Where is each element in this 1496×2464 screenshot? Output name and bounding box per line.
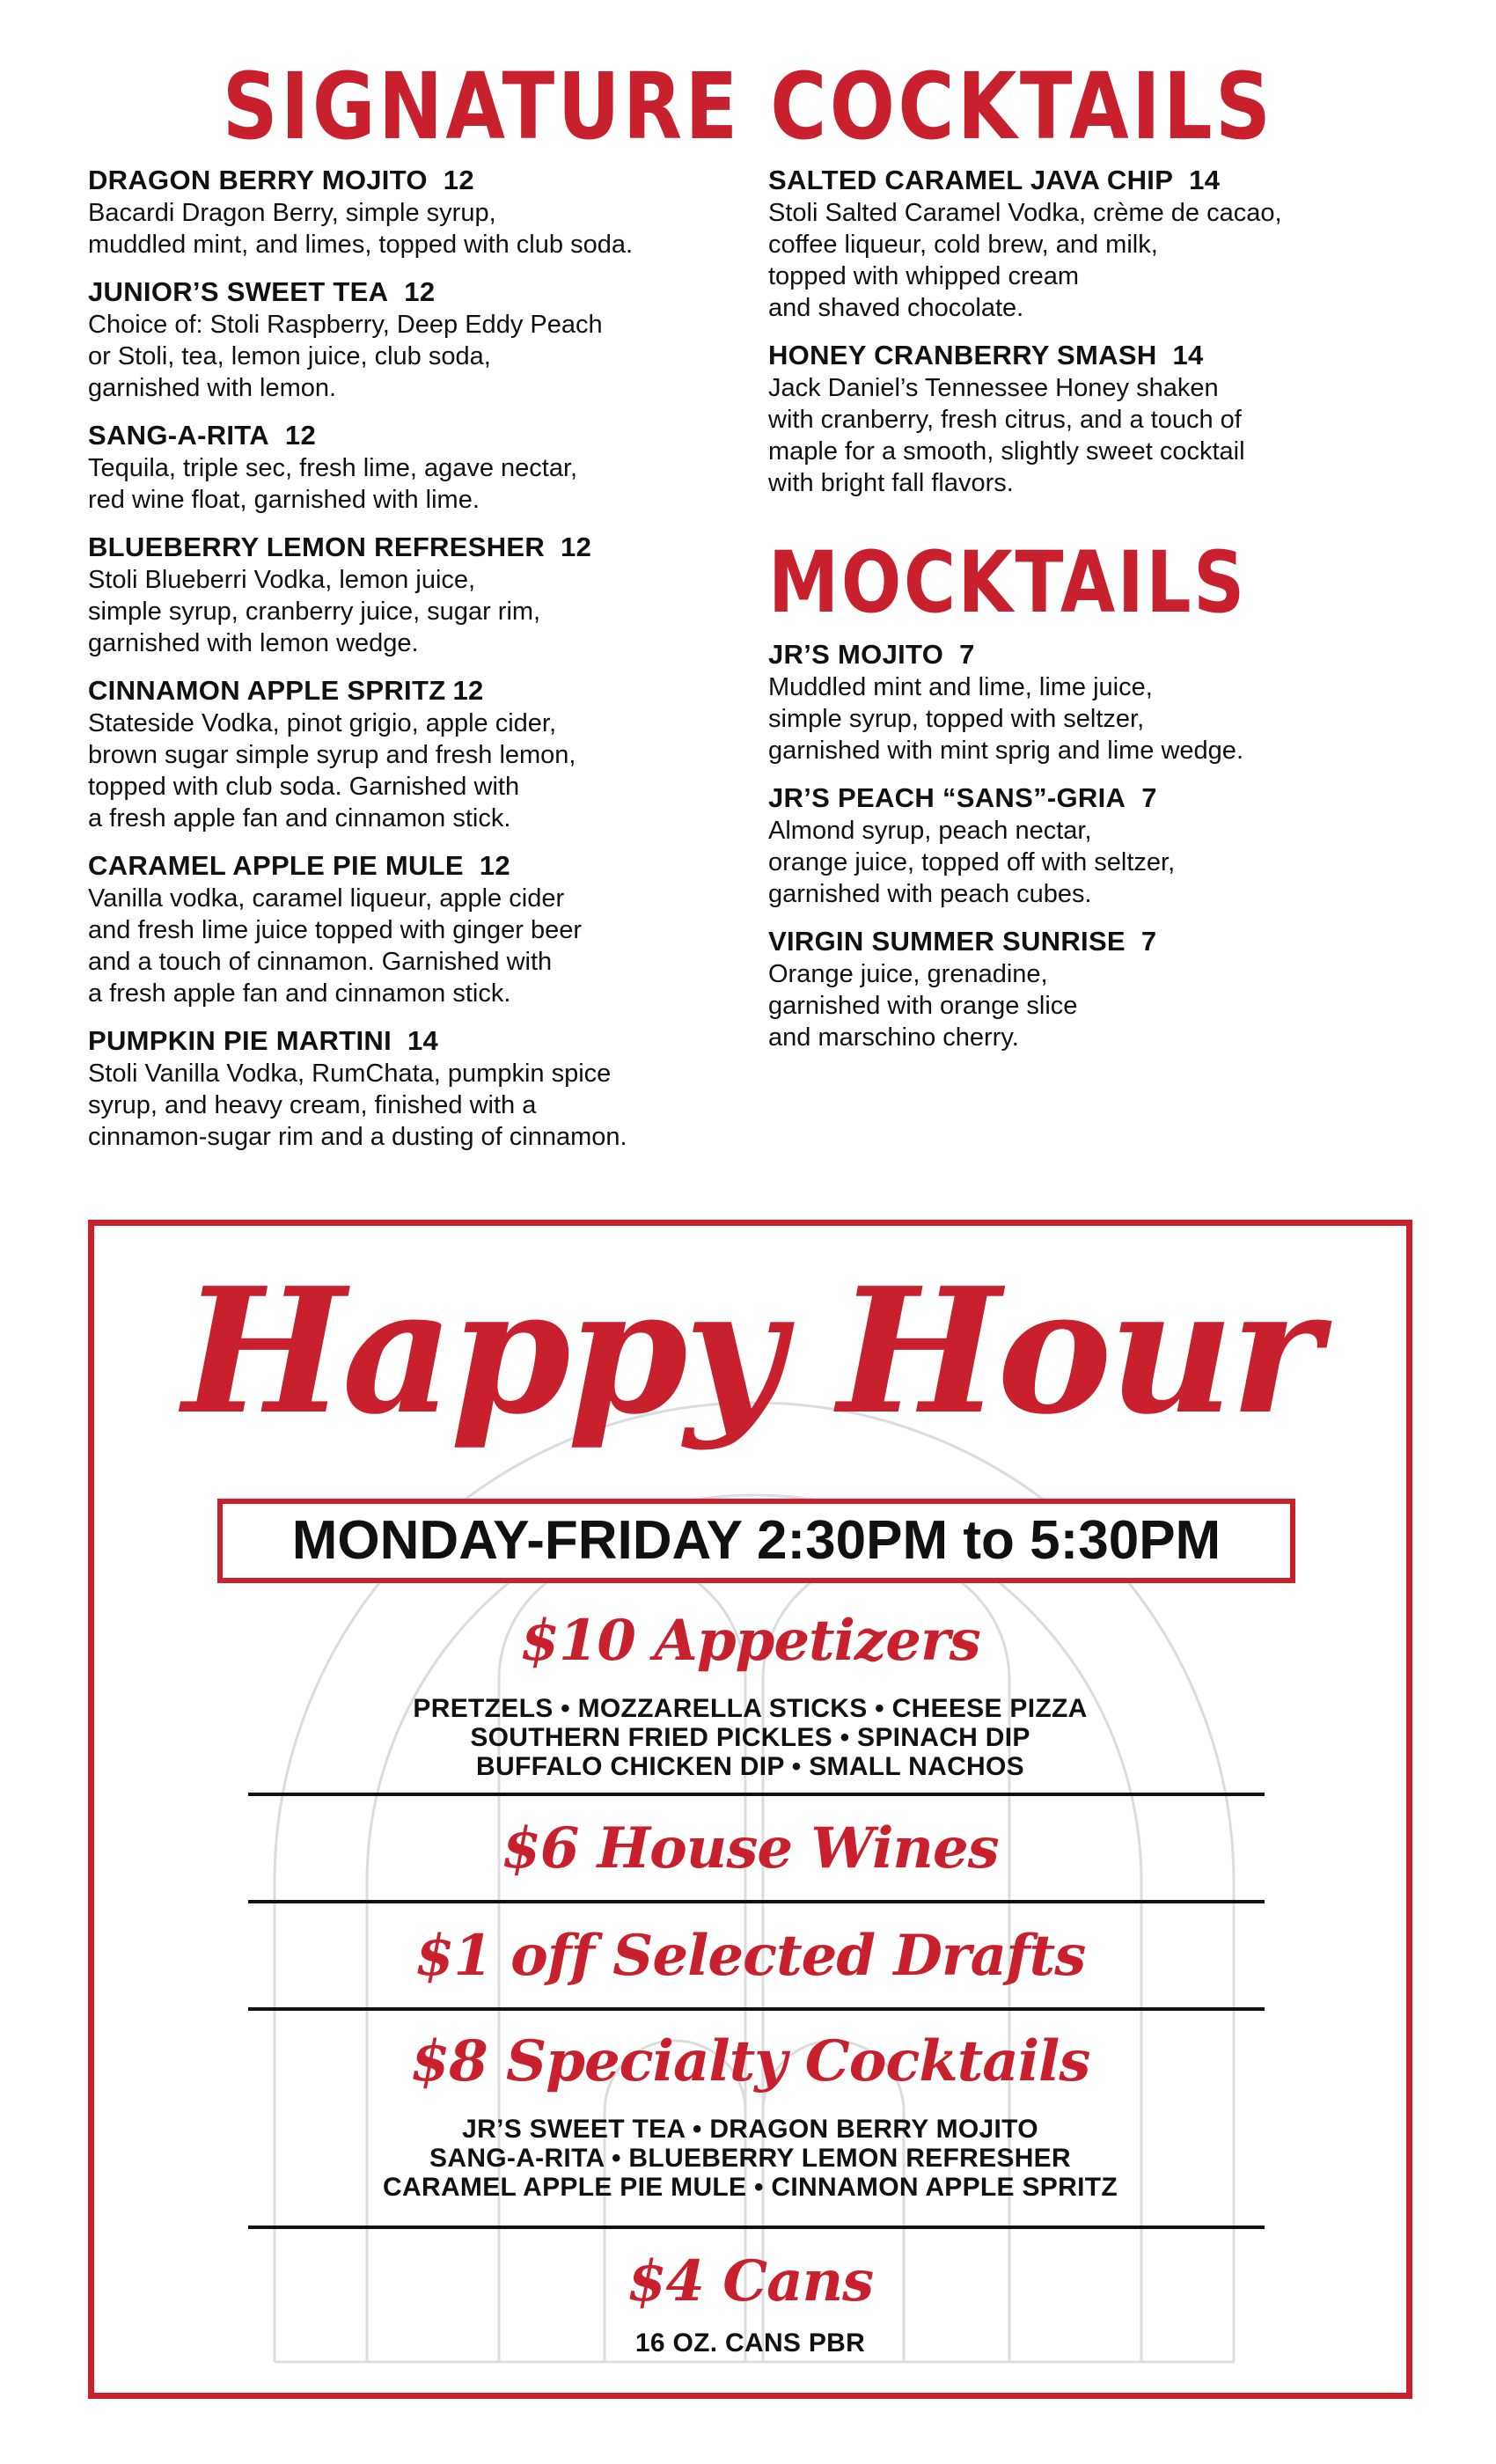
- divider: [248, 1793, 1265, 1796]
- item-description: Choice of: Stoli Raspberry, Deep Eddy Peach: [88, 311, 603, 339]
- item-description: or Stoli, tea, lemon juice, club soda,: [88, 342, 491, 370]
- item-description: Orange juice, grenadine,: [768, 960, 1048, 988]
- menu-item: [88, 674, 739, 834]
- item-name: CINNAMON APPLE SPRITZ: [88, 675, 446, 706]
- item-name: CARAMEL APPLE PIE MULE: [88, 850, 464, 881]
- item-price: 12: [404, 276, 436, 307]
- happy-hour-panel: [88, 1220, 1412, 2399]
- item-description: garnished with peach cubes.: [768, 880, 1092, 908]
- signature-right-column: [768, 164, 1437, 1068]
- menu-item: [88, 164, 739, 260]
- item-price: 14: [407, 1025, 439, 1056]
- deal-heading-cocktails: $8 Specialty Cocktails: [410, 2028, 1090, 2094]
- menu-item: [88, 849, 739, 1009]
- item-heading: [768, 339, 1437, 372]
- item-price: 7: [1140, 926, 1157, 957]
- mocktails-title: MOCKTAILS: [768, 533, 1247, 632]
- item-price: 12: [284, 420, 317, 451]
- item-heading: [88, 164, 739, 197]
- happy-hour-days: MONDAY-FRIDAY 2:30PM to 5:30PM: [217, 1499, 1295, 1583]
- divider: [248, 2007, 1265, 2011]
- item-description: a fresh apple fan and cinnamon stick.: [88, 979, 511, 1008]
- menu-item: [768, 339, 1437, 499]
- item-description: maple for a smooth, slightly sweet cocktail: [768, 437, 1245, 466]
- item-name: BLUEBERRY LEMON REFRESHER: [88, 532, 546, 562]
- item-description: a fresh apple fan and cinnamon stick.: [88, 804, 511, 832]
- item-description: coffee liqueur, cold brew, and milk,: [768, 231, 1158, 259]
- item-description: and marschino cherry.: [768, 1023, 1019, 1052]
- item-description: simple syrup, cranberry juice, sugar rim,: [88, 598, 541, 626]
- item-description: garnished with mint sprig and lime wedge.: [768, 737, 1243, 765]
- item-description: Jack Daniel’s Tennessee Honey shaken: [768, 374, 1219, 402]
- item-description: Almond syrup, peach nectar,: [768, 817, 1092, 845]
- item-name: JUNIOR’S SWEET TEA: [88, 276, 389, 307]
- item-description: topped with whipped cream: [768, 262, 1080, 290]
- item-description: Muddled mint and lime, lime juice,: [768, 673, 1153, 701]
- item-description: Stateside Vodka, pinot grigio, apple cider,: [88, 709, 557, 737]
- item-description: topped with club soda. Garnished with: [88, 773, 520, 801]
- item-description: orange juice, topped off with seltzer,: [768, 848, 1176, 876]
- item-description: Stoli Blueberri Vodka, lemon juice,: [88, 566, 476, 594]
- deal-line: PRETZELS • MOZZARELLA STICKS • CHEESE PIZZA: [413, 1694, 1088, 1723]
- item-description: Tequila, triple sec, fresh lime, agave nectar,: [88, 454, 578, 482]
- deal-items-appetizers: [94, 1694, 1406, 1781]
- happy-hour-title: Happy Hour: [182, 1250, 1318, 1453]
- item-price: 12: [443, 165, 474, 195]
- item-description: and a touch of cinnamon. Garnished with: [88, 948, 553, 976]
- item-heading: [768, 781, 1437, 815]
- item-price: 7: [1141, 782, 1157, 813]
- menu-item: [88, 419, 739, 516]
- item-description: Stoli Vanilla Vodka, RumChata, pumpkin spice: [88, 1060, 612, 1088]
- item-description: and shaved chocolate.: [768, 294, 1024, 322]
- item-heading: [768, 925, 1437, 958]
- deal-line: JR’S SWEET TEA • DRAGON BERRY MOJITO: [462, 2115, 1038, 2144]
- item-description: with bright fall flavors.: [768, 469, 1014, 497]
- item-description: red wine float, garnished with lime.: [88, 486, 480, 514]
- signature-cocktails-title: SIGNATURE COCKTAILS: [222, 53, 1274, 160]
- item-description: garnished with orange slice: [768, 992, 1078, 1020]
- item-price: 14: [1189, 165, 1221, 195]
- item-description: brown sugar simple syrup and fresh lemon,: [88, 741, 576, 769]
- item-name: VIRGIN SUMMER SUNRISE: [768, 926, 1126, 957]
- item-price: 12: [561, 532, 592, 562]
- item-name: JR’S PEACH “SANS”-GRIA: [768, 782, 1126, 813]
- item-heading: [88, 531, 739, 564]
- deal-heading-drafts: $1 off Selected Drafts: [414, 1923, 1086, 1989]
- item-name: SANG-A-RITA: [88, 420, 269, 451]
- item-description: garnished with lemon wedge.: [88, 629, 419, 657]
- item-description: muddled mint, and limes, topped with club soda.: [88, 231, 634, 259]
- item-heading: [768, 164, 1437, 197]
- menu-item: [768, 164, 1437, 324]
- item-heading: [88, 1024, 739, 1058]
- item-heading: [88, 419, 739, 452]
- menu-item: [88, 531, 739, 659]
- item-name: PUMPKIN PIE MARTINI: [88, 1025, 392, 1056]
- deal-line: SANG-A-RITA • BLUEBERRY LEMON REFRESHER: [429, 2144, 1071, 2173]
- deal-line: CARAMEL APPLE PIE MULE • CINNAMON APPLE SPRITZ: [383, 2173, 1118, 2202]
- divider: [248, 2226, 1265, 2229]
- item-description: Stoli Salted Caramel Vodka, crème de cacao,: [768, 199, 1282, 227]
- deal-line: BUFFALO CHICKEN DIP • SMALL NACHOS: [476, 1752, 1024, 1781]
- deal-heading-appetizers: $10 Appetizers: [520, 1608, 980, 1674]
- deal-items-cocktails: [94, 2115, 1406, 2202]
- item-price: 7: [959, 639, 975, 670]
- item-name: HONEY CRANBERRY SMASH: [768, 340, 1157, 370]
- item-price: 14: [1172, 340, 1204, 370]
- item-name: SALTED CARAMEL JAVA CHIP: [768, 165, 1174, 195]
- menu-item: [768, 925, 1437, 1053]
- menu-item: [88, 275, 739, 404]
- item-description: with cranberry, fresh citrus, and a touch of: [768, 406, 1242, 434]
- item-description: simple syrup, topped with seltzer,: [768, 705, 1145, 733]
- divider: [248, 1900, 1265, 1903]
- menu-item: [768, 638, 1437, 766]
- item-description: garnished with lemon.: [88, 374, 337, 402]
- deal-line: 16 OZ. CANS PBR: [634, 2328, 866, 2358]
- signature-left-column: [88, 164, 739, 1168]
- deal-heading-cans: $4 Cans: [627, 2248, 874, 2314]
- menu-item: [768, 781, 1437, 910]
- item-heading: [88, 849, 739, 883]
- deal-heading-wines: $6 House Wines: [502, 1815, 999, 1881]
- deal-line: SOUTHERN FRIED PICKLES • SPINACH DIP: [470, 1723, 1030, 1752]
- item-description: and fresh lime juice topped with ginger beer: [88, 916, 582, 944]
- item-description: syrup, and heavy cream, finished with a: [88, 1091, 537, 1119]
- item-heading: [88, 275, 739, 309]
- deal-items-cans: [94, 2328, 1406, 2358]
- item-description: Bacardi Dragon Berry, simple syrup,: [88, 199, 496, 227]
- menu-item: [88, 1024, 739, 1153]
- item-description: cinnamon-sugar rim and a dusting of cinnamon.: [88, 1123, 627, 1151]
- item-heading: [88, 674, 739, 708]
- item-name: JR’S MOJITO: [768, 639, 944, 670]
- item-heading: [768, 638, 1437, 671]
- item-price: 12: [479, 850, 510, 881]
- item-price: 12: [452, 675, 484, 706]
- item-description: Vanilla vodka, caramel liqueur, apple cider: [88, 884, 565, 913]
- item-name: DRAGON BERRY MOJITO: [88, 165, 428, 195]
